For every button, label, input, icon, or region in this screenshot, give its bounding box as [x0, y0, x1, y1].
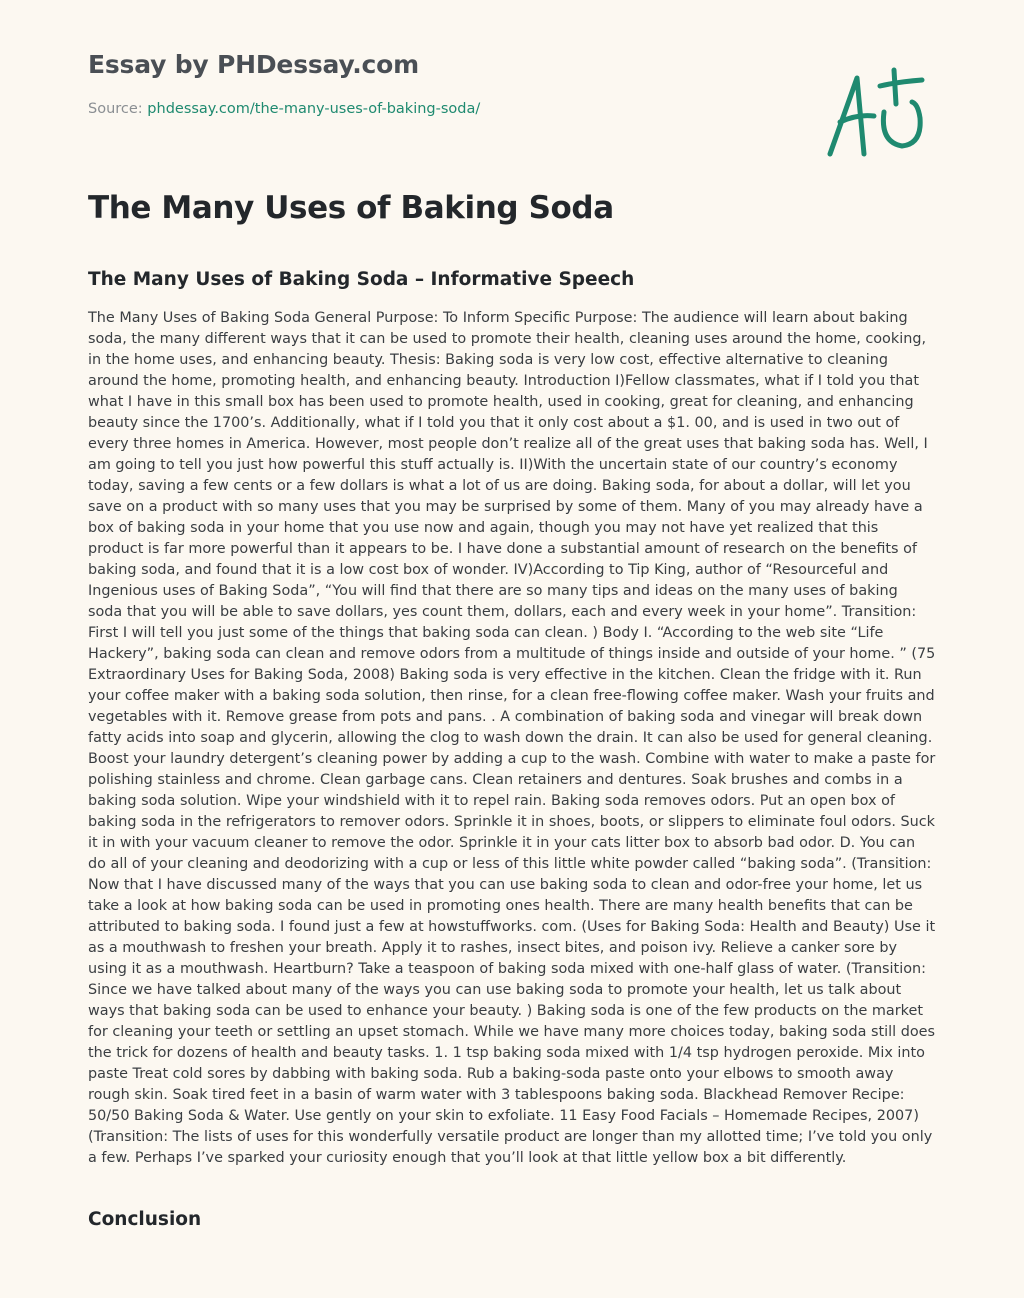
- source-label: Source:: [88, 101, 148, 117]
- source-link[interactable]: phdessay.com/the-many-uses-of-baking-soda/: [147, 101, 481, 117]
- source-line: [88, 101, 480, 117]
- conclusion-heading: Conclusion: [88, 1209, 202, 1230]
- site-brand: Essay by PHDessay.com: [88, 50, 419, 79]
- section-heading: The Many Uses of Baking Soda – Informative Speech: [88, 269, 635, 290]
- document-title: The Many Uses of Baking Soda: [88, 190, 614, 226]
- a-plus-logo-icon: [822, 64, 932, 160]
- essay-body: The Many Uses of Baking Soda General Purpose: To Inform Specific Purpose: The audience will learn about baking soda, the many different ways that it can be used to promote their health, cleaning uses around the home, cooking, in the home uses, and enhancing beauty. Thesis: Baking soda is very low cost, effective alternative to cleaning around the home, promoting health, and enhancing beauty. Introduction I)Fellow classmates, what if I told you that what I have in this small box has been used to promote health, used in cooking, great for cleaning, and enhancing beauty since the 1700’s. Additionally, what if I told you that it only cost about a $1. 00, and is used in two out of every three homes in America. However, most people don’t realize all of the great uses that baking soda has. Well, I am going to tell you just how powerful this stuff actually is. II)With the uncertain state of our country’s economy today, saving a few cents or a few dollars is what a lot of us are doing. Baking soda, for about a dollar, will let you save on a product with so many uses that you may be surprised by some of them. Many of you may already have a box of baking soda in your home that you use now and again, though you may not have yet realized that this product is far more powerful than it appears to be. I have done a substantial amount of research on the benefits of baking soda, and found that it is a low cost box of wonder. IV)According to Tip King, author of “Resourceful and Ingenious uses of Baking Soda”, “You will find that there are so many tips and ideas on the many uses of baking soda that you will be able to save dollars, yes count them, dollars, each and every week in your home”. Transition: First I will tell you just some of the things that baking soda can clean. ) Body I. “According to the web site “Life Hackery”, baking soda can clean and remove odors from a multitude of things inside and outside of your home. ” (75 Extraordinary Uses for Baking Soda, 2008) Baking soda is very effective in the kitchen. Clean the fridge with it. Run your coffee maker with a baking soda solution, then rinse, for a clean free-flowing coffee maker. Wash your fruits and vegetables with it. Remove grease from pots and pans. . A combination of baking soda and vinegar will break down fatty acids into soap and glycerin, allowing the clog to wash down the drain. It can also be used for general cleaning. Boost your laundry detergent’s cleaning power by adding a cup to the wash. Combine with water to make a paste for polishing stainless and chrome. Clean garbage cans. Clean retainers and dentures. Soak brushes and combs in a baking soda solution. Wipe your windshield with it to repel rain. Baking soda removes odors. Put an open box of baking soda in the refrigerators to remover odors. Sprinkle it in shoes, boots, or slippers to eliminate foul odors. Suck it in with your vacuum cleaner to remove the odor. Sprinkle it in your cats litter box to absorb bad odor. D. You can do all of your cleaning and deodorizing with a cup or less of this little white powder called “baking soda”. (Transition: Now that I have discussed many of the ways that you can use baking soda to clean and odor-free your home, let us take a look at how baking soda can be used in promoting ones health. There are many health benefits that can be attributed to baking soda. I found just a few at howstuffworks. com. (Uses for Baking Soda: Health and Beauty) Use it as a mouthwash to freshen your breath. Apply it to rashes, insect bites, and poison ivy. Relieve a canker sore by using it as a mouthwash. Heartburn? Take a teaspoon of baking soda mixed with one-half glass of water. (Transition: Since we have talked about many of the ways you can use baking soda to promote your health, let us talk about ways that baking soda can be used to enhance your beauty. ) Baking soda is one of the few products on the market for cleaning your teeth or settling an upset stomach. While we have many more choices today, baking soda still does the trick for dozens of health and beauty tasks. 1. 1 tsp baking soda mixed with 1/4 tsp hydrogen peroxide. Mix into paste Treat cold sores by dabbing with baking soda. Rub a baking-soda paste onto your elbows to smooth away rough skin. Soak tired feet in a basin of warm water with 3 tablespoons baking soda. Blackhead Remover Recipe: 50/50 Baking Soda & Water. Use gently on your skin to exfoliate. 11 Easy Food Facials – Homemade Recipes, 2007) (Transition: The lists of uses for this wonderfully versatile product are longer than my allotted time; I’ve told you only a few. Perhaps I’ve sparked your curiosity enough that you’ll look at that little yellow box a bit differently.: [88, 310, 936, 1166]
